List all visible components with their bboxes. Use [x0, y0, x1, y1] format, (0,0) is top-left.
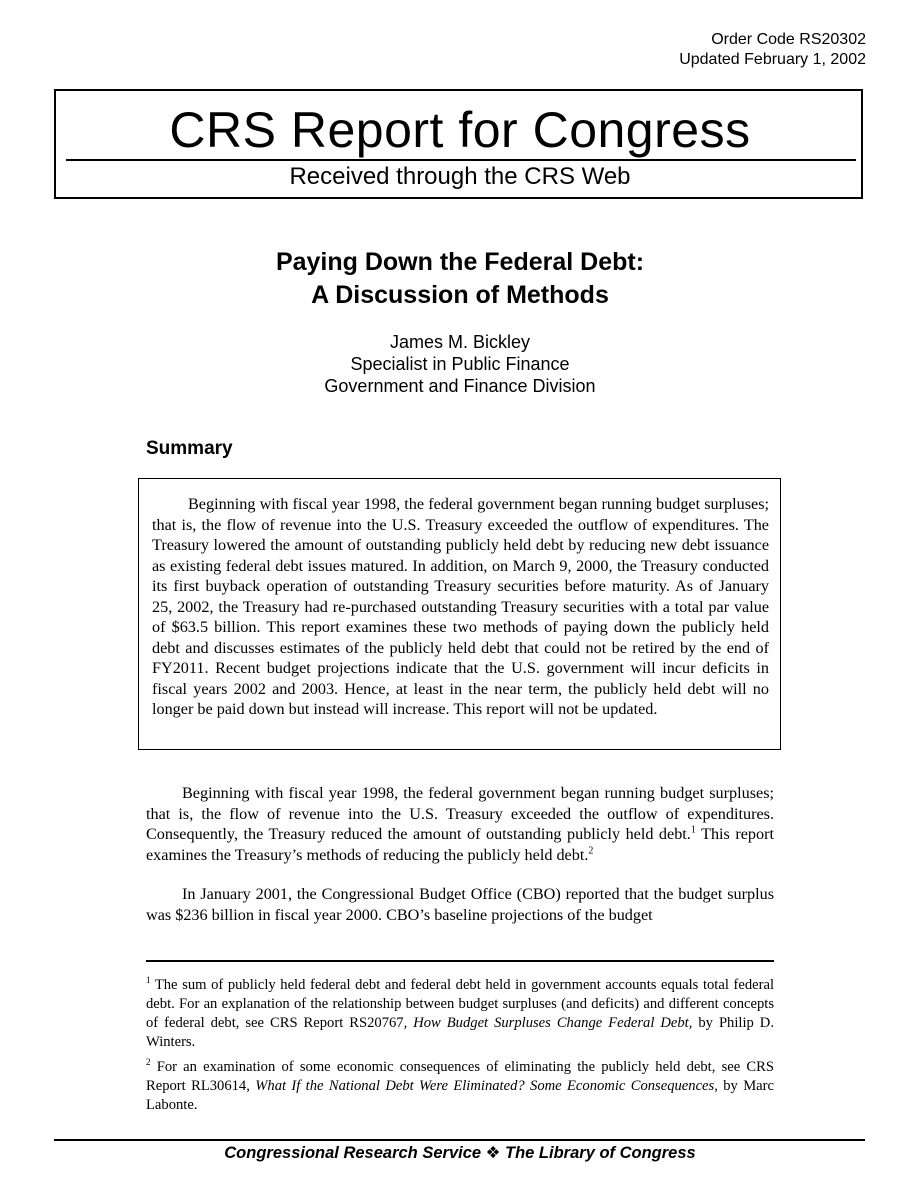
footnotes [146, 976, 774, 1121]
author-position: Specialist in Public Finance [350, 354, 570, 374]
summary-text: Beginning with fiscal year 1998, the federal government began running budget surpluses; that is, the flow of revenue into the U.S. Treasury exceeded the outflow of expenditures. The Treasury lowered the amount of outstanding publicly held debt by reducing new debt issuance as existing federal debt issues matured. In addition, on March 9, 2000, the Treasury conducted its first buyback operation of outstanding Treasury securities before maturity. As of January 25, 2002, the Treasury had re-purchased outstanding Treasury securities with a total par value of $63.5 billion. This report examines these two methods of paying down the publicly held debt and discusses estimates of the publicly held debt that could not be retired by the end of FY2011. Recent budget projections indicate that the U.S. government will incur deficits in fiscal years 2002 and 2003. Hence, at least in the near term, the publicly held debt will no longer be paid down but instead will increase. This report will not be updated. [152, 495, 769, 718]
author-division: Government and Finance Division [324, 376, 596, 396]
document-title-line-2: A Discussion of Methods [311, 281, 609, 309]
footnote-2-text: For an examination of some economic consequences of eliminating the publicly held debt, see CRS Report RL30614, [146, 1059, 774, 1094]
footnote-2 [146, 1058, 774, 1115]
summary-heading: Summary [146, 438, 233, 459]
footnote-1-cited-title: How Budget Surpluses Change Federal Debt, [413, 1015, 693, 1031]
body-paragraph-1-text-continued: This report examines the Treasury’s methods of reducing the publicly held debt. [146, 825, 774, 864]
summary-box [138, 478, 781, 750]
report-header-subtitle: Received through the CRS Web [289, 163, 631, 190]
header-divider [66, 159, 856, 161]
footnote-1-author: by Philip D. Winters. [146, 1015, 774, 1050]
body-paragraph-2: In January 2001, the Congressional Budget Office (CBO) reported that the budget surplus was $236 billion in fiscal year 2000. CBO’s baseline projections of the budget [146, 885, 774, 924]
page-footer: Congressional Research Service ❖ The Library of Congress [224, 1144, 696, 1162]
footnote-2-number: 2 [146, 1057, 151, 1068]
report-header-title: CRS Report for Congress [169, 102, 751, 158]
order-code: Order Code RS20302 [711, 31, 866, 48]
body-paragraph-1-text: Beginning with fiscal year 1998, the federal government began running budget surpluses; that is, the flow of revenue into the U.S. Treasury exceeded the outflow of expenditures. Consequently, the Treasury reduced the amount of outstanding publicly held debt. [146, 784, 774, 843]
author-name: James M. Bickley [389, 332, 531, 352]
footnote-1 [146, 976, 774, 1052]
footnote-1-text: The sum of publicly held federal debt and federal debt held in government accounts equals total federal debt. For an explanation of the relationship between budget surpluses (and deficits) and different concepts of federal debt, see CRS Report RS20767, [146, 977, 774, 1031]
footnote-1-number: 1 [146, 975, 151, 986]
updated-date: Updated February 1, 2002 [679, 51, 866, 68]
footnote-ref-2[interactable]: 2 [588, 845, 594, 857]
footnote-2-author: , by Marc Labonte. [146, 1078, 774, 1113]
document-title-line-1: Paying Down the Federal Debt: [275, 248, 645, 276]
body-text [146, 783, 774, 944]
footnote-2-cited-title: What If the National Debt Were Eliminated? Some Economic Consequences [255, 1078, 715, 1094]
body-paragraph-1 [146, 783, 774, 865]
footnote-ref-1[interactable]: 1 [690, 824, 696, 836]
footer-divider [54, 1139, 865, 1141]
author-block [0, 331, 920, 397]
document-title [0, 246, 920, 312]
order-code-block [679, 30, 866, 70]
footnote-divider [146, 960, 774, 962]
